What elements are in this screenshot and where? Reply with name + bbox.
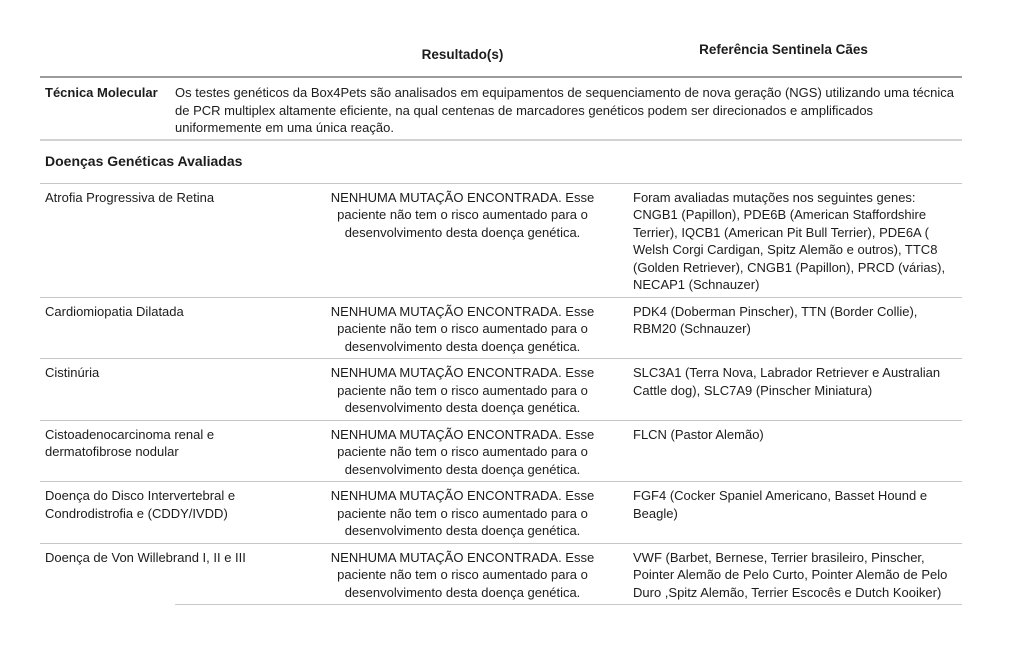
- table-row: [40, 298, 962, 359]
- disease-name: Doença do Disco Intervertebral e Condrodistrofia e (CDDY/IVDD): [45, 488, 236, 521]
- table-row: [40, 421, 962, 482]
- disease-name: Cardiomiopatia Dilatada: [45, 303, 184, 319]
- report-table: [40, 0, 962, 605]
- table-row: [40, 544, 962, 605]
- result-text: NENHUMA MUTAÇÃO ENCONTRADA. Esse paciente não tem o risco aumentado para o desenvolvimento desta doença genética.: [330, 426, 595, 477]
- disease-name: Atrofia Progressiva de Retina: [45, 189, 215, 205]
- result-text: NENHUMA MUTAÇÃO ENCONTRADA. Esse paciente não tem o risco aumentado para o desenvolvimento desta doença genética.: [330, 549, 595, 600]
- technique-row: [40, 78, 962, 139]
- disease-name: Cistoadenocarcinoma renal e dermatofibrose nodular: [45, 426, 215, 459]
- result-text: NENHUMA MUTAÇÃO ENCONTRADA. Esse paciente não tem o risco aumentado para o desenvolvimento desta doença genética.: [330, 365, 595, 415]
- reference-text: SLC3A1 (Terra Nova, Labrador Retriever e Australian Cattle dog), SLC7A9 (Pinscher Miniatura): [633, 365, 941, 398]
- column-header-referencia: Referência Sentinela Cães: [699, 42, 868, 57]
- reference-text: FLCN (Pastor Alemão): [633, 426, 764, 442]
- disease-name: Cistinúria: [45, 365, 100, 380]
- technique-label: Técnica Molecular: [45, 85, 158, 100]
- table-row: [40, 359, 962, 420]
- result-text: NENHUMA MUTAÇÃO ENCONTRADA. Esse paciente não tem o risco aumentado para o desenvolvimento desta doença genética.: [330, 488, 595, 538]
- section-title: Doenças Genéticas Avaliadas: [45, 152, 243, 169]
- column-header-resultados: Resultado(s): [421, 47, 504, 62]
- reference-text: PDK4 (Doberman Pinscher), TTN (Border Collie), RBM20 (Schnauzer): [633, 303, 918, 336]
- table-bottom-divider: [175, 604, 962, 605]
- table-header-row: [40, 0, 962, 76]
- technique-description: Os testes genéticos da Box4Pets são analisados em equipamentos de sequenciamento de nova geração (NGS) utilizando uma técnica de PCR multiplex altamente eficiente, na qual centenas de marcadores genéticos podem ser direcionados e amplificados uniformemente em uma única reação.: [175, 85, 955, 135]
- reference-text: VWF (Barbet, Bernese, Terrier brasileiro, Pinscher, Pointer Alemão de Pelo Curto, Pointer Alemão de Pelo Duro ,Spitz Alemão, Terrier Escocês e Dutch Kooiker): [633, 549, 948, 600]
- table-row: [40, 482, 962, 543]
- result-text: NENHUMA MUTAÇÃO ENCONTRADA. Esse paciente não tem o risco aumentado para o desenvolvimento desta doença genética.: [330, 303, 595, 354]
- header-spacer: [40, 46, 320, 63]
- disease-name: Doença de Von Willebrand I, II e III: [45, 549, 246, 565]
- reference-text: FGF4 (Cocker Spaniel Americano, Basset Hound e Beagle): [633, 488, 928, 521]
- reference-text: Foram avaliadas mutações nos seguintes genes: CNGB1 (Papillon), PDE6B (American Staffordshire Terrier), IQCB1 (American Pit Bull Terrier), PDE6A ( Welsh Corgi Cardigan, Spitz Alemão e outros), TTC8 (Golden Retriever), CNGB1 (Papillon), PRCD (várias), NECAP1 (Schnauzer): [633, 189, 946, 292]
- result-text: NENHUMA MUTAÇÃO ENCONTRADA. Esse paciente não tem o risco aumentado para o desenvolvimento desta doença genética.: [330, 189, 595, 240]
- table-row: [40, 184, 962, 297]
